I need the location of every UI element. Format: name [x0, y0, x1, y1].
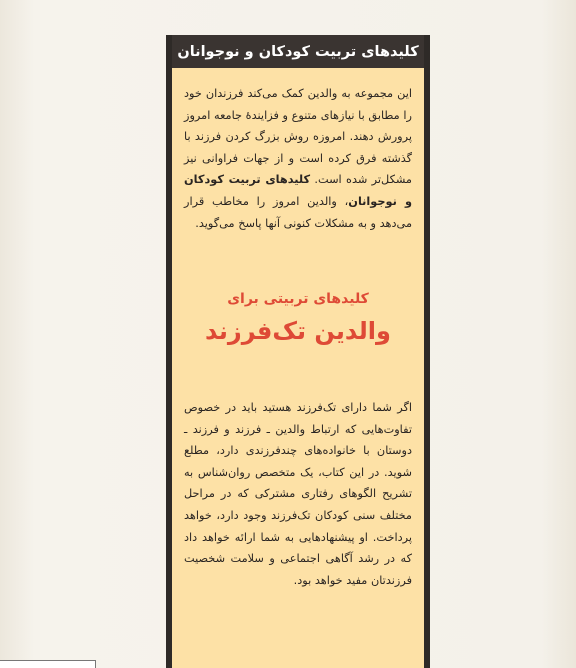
- series-header: [172, 35, 424, 68]
- series-intro: [184, 83, 412, 234]
- book-description: اگر شما دارای تک‌فرزند هستید باید در خصوص تفاوت‌هایی که ارتباط والدین ـ فرزند و فرزند ـ دوستان با خانواده‌های چندفرزندی دارد، مطلع شوید. در این کتاب، یک متخصص روان‌شناس به تشریح الگوهای رفتاری مشترکی که در مراحل مختلف سنی کودکان تک‌فرزند وجود دارد، خواهد پرداخت. او پیشنهادهایی به شما ارائه خواهد داد که در رشد آگاهی اجتماعی و سلامت شخصیت فرزندتان مفید خواهد بود.: [184, 401, 412, 587]
- series-intro-text-2: ، والدین امروز را مخاطب قرار می‌دهد و به مشکلات کنونی آنها پاسخ می‌گوید.: [184, 194, 412, 230]
- text-panel: [166, 35, 430, 668]
- series-intro-bold: کلیدهای تربیت کودکان و نوجوانان: [184, 173, 412, 208]
- book-title-line-1: کلیدهای تربیتی برای: [227, 291, 369, 307]
- barcode-label-edge: [0, 660, 96, 668]
- book-title-line-2: والدین تک‌فرزند: [205, 317, 391, 345]
- series-title: کلیدهای تربیت کودکان و نوجوانان: [177, 43, 419, 60]
- series-intro-text-1: این مجموعه به والدین کمک می‌کند فرزندان خود را مطابق با نیازهای متنوع و فزایندهٔ جامعه امروز پرورش دهند. امروزه روش بزرگ کردن فرزند با گذشته فرق کرده است و از جهات فراوانی نیز مشکل‌تر شده است.: [184, 87, 412, 187]
